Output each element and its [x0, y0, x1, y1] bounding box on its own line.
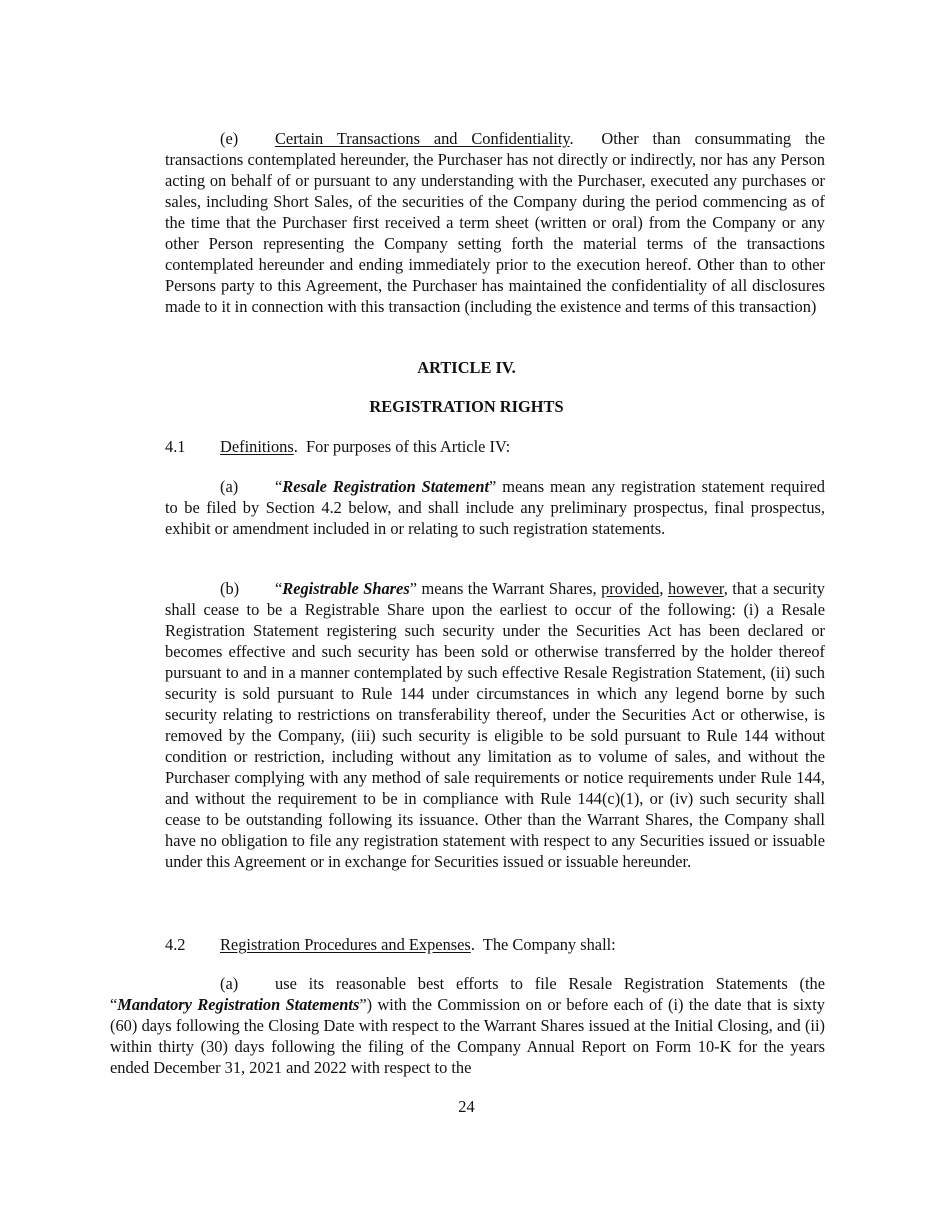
enum-4-1-b: (b) [220, 579, 240, 598]
however-term: however [667, 579, 724, 598]
provided-term: provided [601, 579, 660, 598]
section-4-2-text: . The Company shall: [470, 935, 616, 954]
section-4-2-heading: Registration Procedures and Expenses [220, 935, 471, 954]
heading-period: . [569, 129, 574, 148]
defined-term-resale-registration-statement: Resale Registration Statement [282, 477, 490, 496]
open-quote: “ [275, 477, 283, 496]
close-quote: ” [409, 579, 417, 598]
heading-certain-transactions: Certain Transactions and Confidentiality [275, 129, 570, 148]
paragraph-e-text: Other than consummating the transactions contemplated hereunder, the Purchaser has not directly or indirectly, nor has any Person acting on behalf of or pursuant to any understanding with the Purchaser, executed any purchases or sales, including Short Sales, of the securities of the Company during the period commencing as of the time that the Purchaser first received a term sheet (written or oral) from the Company or any other Person representing the Company setting forth the material terms of the transactions contemplated hereunder and ending immediately prior to the execution hereof. Other than to other Persons party to this Agreement, the Purchaser has maintained the confidentiality of all disclosures made to it in connection with this transaction (including the existence and terms of this transaction) [165, 129, 825, 316]
paragraph-4-2-a-text-1: use its reasonable best efforts to file Resale Registration Statements (the “ [110, 974, 825, 1014]
section-4-1-text: . For purposes of this Article IV: [293, 437, 511, 456]
paragraph-mandatory-registration [110, 973, 825, 1078]
provided-comma: , [659, 579, 668, 598]
close-quote: ” [489, 477, 497, 496]
paragraph-certain-transactions [165, 128, 825, 317]
section-4-2 [165, 934, 616, 955]
article-title: REGISTRATION RIGHTS [369, 397, 564, 416]
paragraph-4-2-a-text-2: ”) with the Commission on or before each of (i) the date that is sixty (60) days following the Closing Date with respect to the Warrant Shares issued at the Initial Closing, and (ii) within thirty (30) days following the filing of the Company Annual Report on Form 10-K for the years ended December 31, 2021 and 2022 with respect to the [110, 995, 825, 1077]
section-4-1 [165, 436, 510, 457]
paragraph-registrable-shares [165, 578, 825, 872]
section-4-2-number: 4.2 [165, 935, 186, 954]
defined-term-registrable-shares: Registrable Shares [282, 579, 410, 598]
open-quote: “ [275, 579, 283, 598]
enum-e: (e) [220, 129, 239, 148]
paragraph-4-1-b-text-2: , that a security shall cease to be a Registrable Share upon the earliest to occur of the following: (i) a Resale Registration Statement registering such security under the Securities Act has been declared or becomes effective and such security has been sold or otherwise transferred by the holder thereof pursuant to and in a manner contemplated by such effective Resale Registration Statement, (ii) such security is sold pursuant to Rule 144 under circumstances in which any legend borne by such security relating to restrictions on transferability thereof, under the Securities Act or otherwise, is removed by the Company, (iii) such security is eligible to be sold pursuant to Rule 144 without condition or restriction, including without any limitation as to volume of sales, and without the Purchaser complying with any method of sale requirements or notice requirements under Rule 144, and without the requirement to be in compliance with Rule 144(c)(1), or (iv) such security shall cease to be outstanding following its issuance. Other than the Warrant Shares, the Company shall have no obligation to file any registration statement with respect to any Securities issued or issuable under this Agreement or in exchange for Securities issued or issuable hereunder. [165, 579, 825, 871]
enum-4-1-a: (a) [220, 477, 239, 496]
paragraph-4-1-b-text-1: means the Warrant Shares, [416, 579, 602, 598]
section-4-1-number: 4.1 [165, 437, 186, 456]
enum-4-2-a: (a) [220, 974, 239, 993]
paragraph-resale-registration-statement [165, 476, 825, 539]
section-4-1-heading: Definitions [220, 437, 294, 456]
article-number: ARTICLE IV. [417, 358, 516, 377]
paragraph-4-1-a-text: means mean any registration statement required to be filed by Section 4.2 below, and shall include any preliminary prospectus, final prospectus, exhibit or amendment included in or relating to such registration statements. [165, 477, 825, 538]
defined-term-mandatory-registration-statements: Mandatory Registration Statements [117, 995, 360, 1014]
page-number: 24 [458, 1097, 475, 1116]
